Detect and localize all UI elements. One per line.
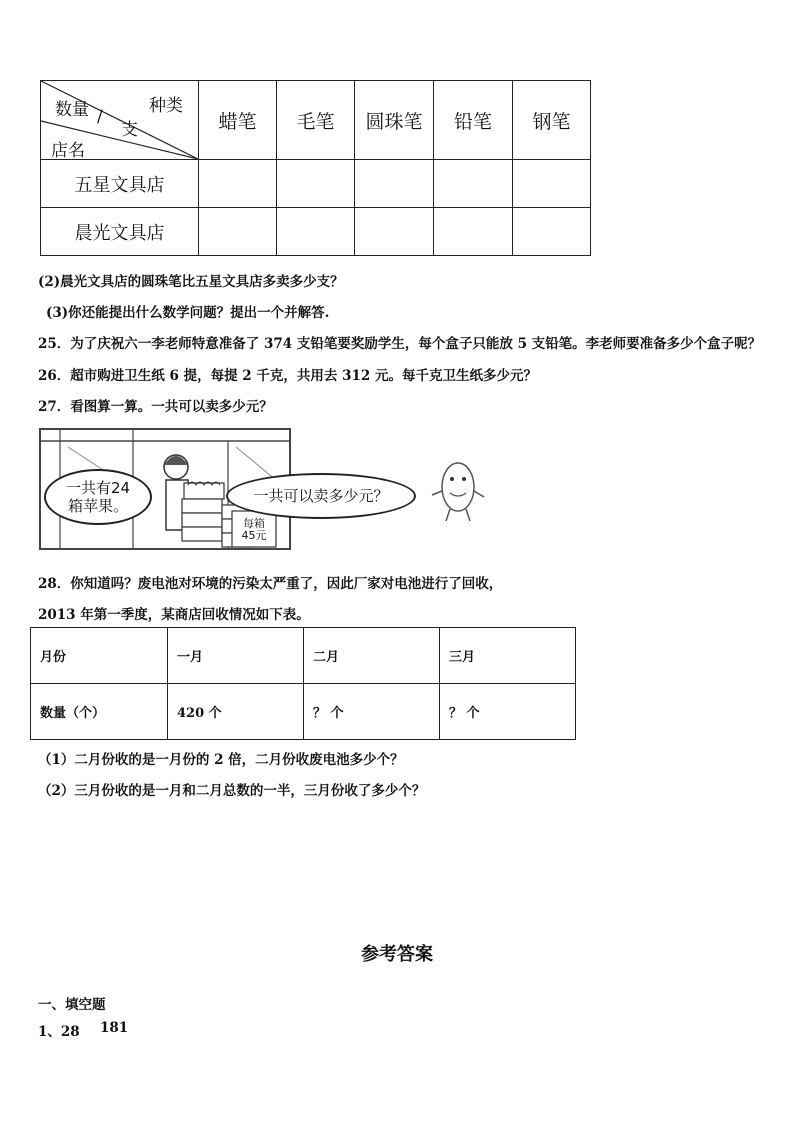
table-header-cell: 月份 (31, 628, 168, 684)
bubble-left-line-2: 箱苹果。 (67, 497, 128, 515)
bubble-left-line-1: 一共有24 (65, 479, 131, 497)
table-cell (199, 160, 277, 208)
table-cell (199, 208, 277, 256)
table-header-cell: 二月 (304, 628, 440, 684)
table-cell (434, 208, 513, 256)
question-26: 26．超市购进卫生纸 6 提，每提 2 千克，共用去 312 元。每千克卫生纸多少元？ (38, 368, 537, 384)
header-kind-label: 种类 (149, 96, 183, 116)
price-tag-line-1: 每箱 (243, 517, 265, 530)
question-28-1: （1）二月份收的是一月份的 2 倍，二月份收废电池多少个？ (38, 752, 404, 768)
header-quantity-label: 数量 (55, 100, 89, 120)
apple-sale-illustration (38, 425, 490, 555)
header-unit-label: 支 (121, 120, 138, 140)
column-header: 铅笔 (434, 81, 513, 160)
speech-bubble-question: 一共可以卖多少元？ (226, 473, 416, 519)
header-slash: / (97, 107, 103, 127)
price-tag-line-2: 45元 (241, 529, 267, 542)
question-28-2: （2）三月份收的是一月和二月总数的一半，三月份收了多少个？ (38, 783, 426, 799)
table-header-cell: 一月 (168, 628, 304, 684)
table-cell: 数量（个） (31, 684, 168, 740)
column-header: 钢笔 (513, 81, 591, 160)
stationery-table (40, 80, 591, 256)
table-cell (355, 160, 434, 208)
speech-bubble-seller (44, 469, 152, 525)
table-row (41, 208, 591, 256)
question-27: 27．看图算一算。一共可以卖多少元？ (38, 399, 273, 415)
store-name: 晨光文具店 (41, 208, 199, 256)
question-28-line-1: 28．你知道吗？废电池对环境的污染太严重了，因此厂家对电池进行了回收， (38, 576, 503, 592)
question-25: 25．为了庆祝六一李老师特意准备了 374 支铅笔要奖励学生，每个盒子只能放 5 支铅笔。李老师要准备多少个盒子呢？ (38, 336, 762, 352)
answers-section-heading: 一、填空题 (38, 997, 106, 1013)
table-cell (277, 208, 355, 256)
answers-title: 参考答案 (361, 944, 433, 965)
table-row (41, 160, 591, 208)
table-cell: ？ 个 (440, 684, 576, 740)
store-name: 五星文具店 (41, 160, 199, 208)
table-header-cell: 三月 (440, 628, 576, 684)
table-row (31, 684, 576, 740)
question-24-3: (3)你还能提出什么数学问题？提出一个并解答. (46, 305, 330, 321)
diagonal-header-cell (41, 81, 199, 160)
question-24-2: (2)晨光文具店的圆珠笔比五星文具店多卖多少支？ (38, 274, 344, 290)
table-cell (355, 208, 434, 256)
battery-table (30, 627, 576, 740)
table-row (31, 628, 576, 684)
column-header: 圆珠笔 (355, 81, 434, 160)
header-store-label: 店名 (51, 141, 85, 161)
price-tag (234, 518, 274, 542)
table-cell (513, 208, 591, 256)
answer-1-value: 181 (100, 1020, 129, 1036)
column-header: 毛笔 (277, 81, 355, 160)
table-cell: 420 个 (168, 684, 304, 740)
answer-1-label: 1、28 (38, 1024, 80, 1040)
table-cell (277, 160, 355, 208)
table-cell (434, 160, 513, 208)
table-cell: ？ 个 (304, 684, 440, 740)
stationery-header-row (41, 81, 591, 160)
table-cell (513, 160, 591, 208)
column-header: 蜡笔 (199, 81, 277, 160)
question-28-line-2: 2013 年第一季度，某商店回收情况如下表。 (38, 607, 310, 623)
